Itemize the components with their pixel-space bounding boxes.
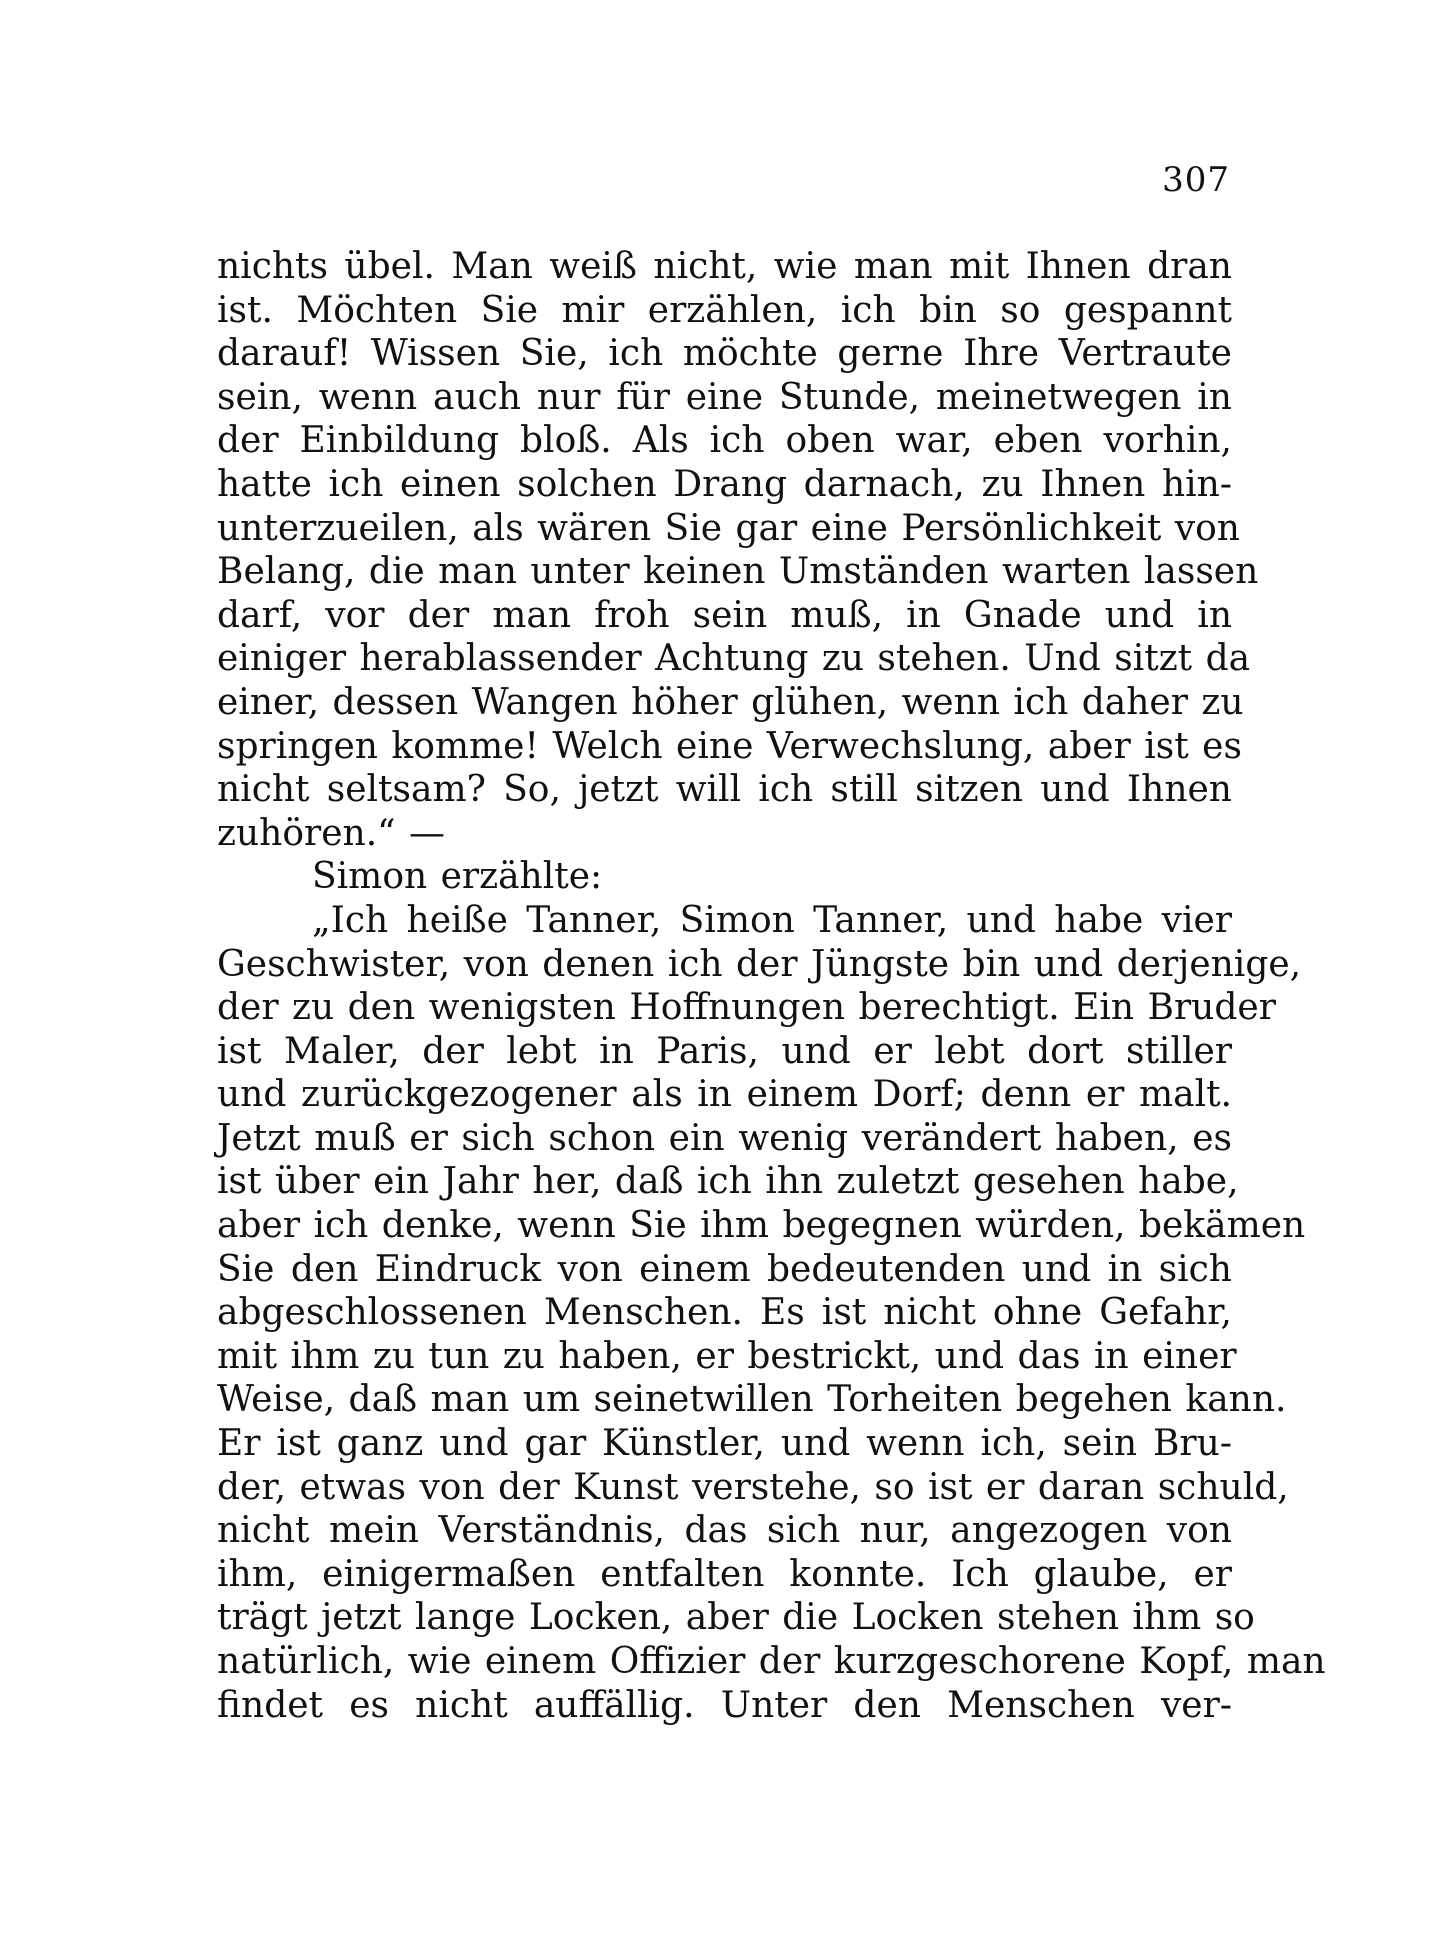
text-line: Geschwister, von denen ich der Jüngste bin und derjenige, xyxy=(217,943,1302,985)
text-line: darauf! Wissen Sie, ich möchte gerne Ihre Vertraute xyxy=(217,333,1232,375)
body-text xyxy=(217,245,1326,1727)
text-line: mit ihm zu tun zu haben, er bestrickt, und das in einer xyxy=(217,1335,1237,1377)
text-line: Simon erzählte: xyxy=(312,856,603,898)
text-line: abgeschlossenen Menschen. Es ist nicht ohne Gefahr, xyxy=(217,1292,1232,1334)
text-line: darf, vor der man froh sein muß, in Gnade und in xyxy=(217,594,1232,636)
text-line: natürlich, wie einem Offizier der kurzgeschorene Kopf, man xyxy=(217,1641,1326,1682)
text-line: ist Maler, der lebt in Paris, und er lebt dort stiller xyxy=(217,1030,1232,1072)
text-line: „Ich heiße Tanner, Simon Tanner, und habe vier xyxy=(312,899,1232,941)
text-line: Jetzt muß er sich schon ein wenig verändert haben, es xyxy=(217,1117,1232,1159)
text-line: ist. Möchten Sie mir erzählen, ich bin so gespannt xyxy=(217,289,1232,331)
text-line: Belang, die man unter keinen Umständen warten lassen xyxy=(217,551,1259,593)
text-line: unterzueilen, als wären Sie gar eine Persönlichkeit von xyxy=(217,507,1240,549)
text-line: nichts übel. Man weiß nicht, wie man mit Ihnen dran xyxy=(217,246,1232,287)
text-line: sein, wenn auch nur für eine Stunde, meinetwegen in xyxy=(217,376,1232,418)
text-line: einer, dessen Wangen höher glühen, wenn ich daher zu xyxy=(217,681,1244,723)
text-line: nicht mein Verständnis, das sich nur, angezogen von xyxy=(217,1510,1232,1552)
text-line: Weise, daß man um seinetwillen Torheiten begehen kann. xyxy=(217,1379,1287,1421)
text-line: ihm, einigermaßen entfalten konnte. Ich glaube, er xyxy=(217,1553,1232,1595)
text-line: der Einbildung bloß. Als ich oben war, eben vorhin, xyxy=(217,420,1232,462)
text-line: springen komme! Welch eine Verwechslung, aber ist es xyxy=(217,725,1242,767)
text-line: Sie den Eindruck von einem bedeutenden und in sich xyxy=(217,1248,1232,1290)
text-line: findet es nicht auffällig. Unter den Menschen ver- xyxy=(217,1684,1232,1726)
text-line: und zurückgezogener als in einem Dorf; denn er malt. xyxy=(217,1074,1232,1116)
text-line: einiger herablassender Achtung zu stehen. Und sitzt da xyxy=(217,638,1251,680)
text-line: trägt jetzt lange Locken, aber die Locken stehen ihm so xyxy=(217,1597,1255,1639)
text-line: der, etwas von der Kunst verstehe, so ist er daran schuld, xyxy=(217,1466,1289,1508)
text-line: ist über ein Jahr her, daß ich ihn zuletzt gesehen habe, xyxy=(217,1161,1239,1203)
text-line: Er ist ganz und gar Künstler, und wenn ich, sein Bru- xyxy=(217,1423,1232,1465)
text-line: der zu den wenigsten Hoffnungen berechtigt. Ein Bruder xyxy=(217,987,1276,1029)
text-line: zuhören.“ — xyxy=(217,812,446,854)
text-line: hatte ich einen solchen Drang darnach, zu Ihnen hin- xyxy=(217,463,1232,505)
text-line: nicht seltsam? So, jetzt will ich still sitzen und Ihnen xyxy=(217,769,1232,811)
text-line: aber ich denke, wenn Sie ihm begegnen würden, bekämen xyxy=(217,1205,1306,1247)
page-number: 307 xyxy=(1162,160,1230,200)
